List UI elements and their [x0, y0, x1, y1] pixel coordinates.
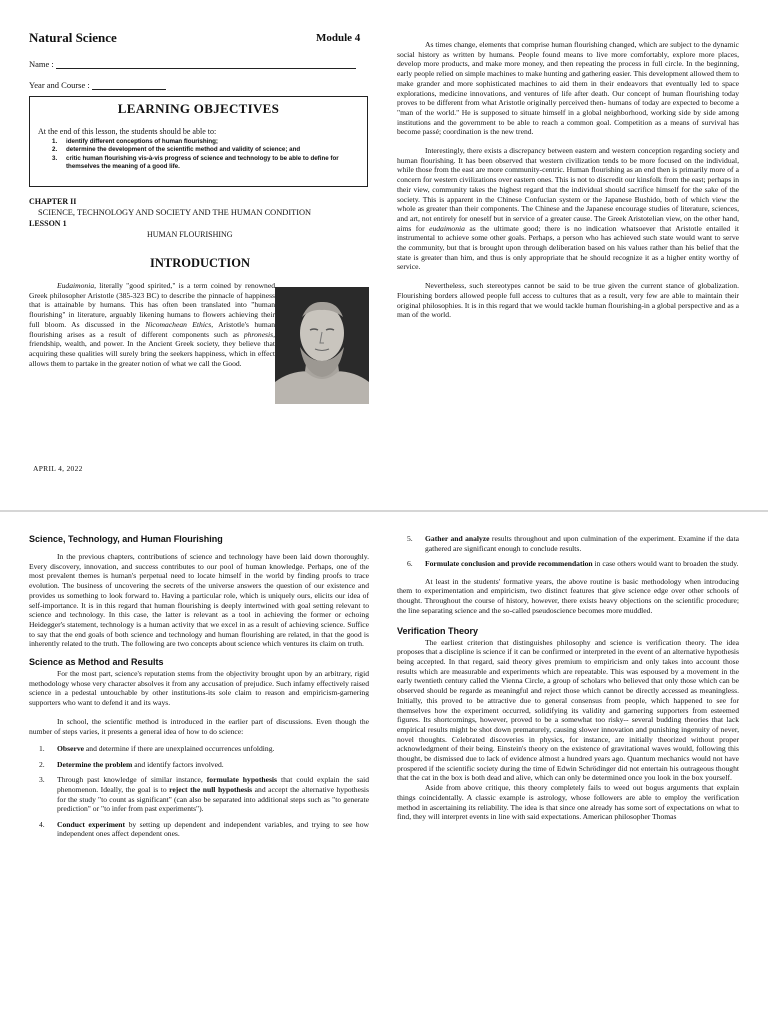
- heading-verification-theory: Verification Theory: [397, 625, 479, 636]
- introduction-paragraph: Eudaimonia, literally "good spirited," is a term coined by renowned Greek philosopher Aristotle (385-323 BC) to describe the pinnacle of happiness that is attainable by humans. This has often been translated into "human flourishing" in literature, arguably likening humans to flowers achieving their full bloom. As discussed in the Nicomachean Ethics, Aristotle's human flourishing arises as a result of different components such as phronesis, friendship, wealth, and power. In the Ancient Greek society, they believe that acquiring these qualities will surely bring the seekers happiness, which in effect allows them to partake in the greater notion of what we call the Good.: [29, 281, 275, 368]
- module-label: Module 4: [316, 32, 361, 44]
- paragraph-formative-years: At least in the students' formative years, the above routine is basic methodology when introducing them to experimentation and empiricism, two distinct features that give science edge over other schools of thought. Throughout the course of history, however, there exists heavy objections on the scientific procedure; the line separating science and the so-called pseudoscience becomes more muddled.: [397, 576, 739, 615]
- heading-science-technology-flourishing: Science, Technology, and Human Flourishing: [29, 534, 223, 544]
- objective-item: 1. identify different conceptions of human flourishing;: [52, 138, 218, 145]
- year-course-field-row: [29, 80, 166, 90]
- step-item: 6. Formulate conclusion and provide recommendation in case others would want to broaden the study.: [407, 559, 739, 569]
- step-item: 2. Determine the problem and identify factors involved.: [39, 759, 224, 769]
- objective-item: 3. critic human flourishing vis-à-vis progress of science and technology to be able to define for themselves the meaning of a good life.: [52, 154, 339, 171]
- step-item: 1. Observe and determine if there are unexplained occurrences unfolding.: [39, 744, 275, 754]
- objectives-list: [52, 138, 362, 172]
- paragraph-east-west: Interestingly, there exists a discrepancy between eastern and western conception regarding society and human flourishing. It has been observed that western civilization tends to be more focused on the individual, while those from the east are more community-centric. Human flourishing as an end then is primarily more of a concern for western civilizations over eastern ones. This is not to discredit our kinsfolk from the east; perhaps in their view, community takes the highest regard that the individual should sacrifice himself for the sake of the society. This is apparent in the Chinese Confucian system or the Japanese Bushido, both of which view the whole as greater than their components. The Chinese and the Japanese encourage studies of literature, sciences, and art, not entirely for oneself but in service of a greater cause. The Greek Aristotelian view, on the other hand, aims for eudaimonia as the ultimate good; there is no indication whatsoever that Aristotle entailed it instrumental to achieve some other goals. Perhaps, a person who has achieved such state would want to serve the community, but that is brought upon through deliberation based on his values rather than his belief that the state is greater than him, and thus is only appropriate that he should recognize it as a higher entity worthy of service.: [397, 146, 739, 272]
- paragraph-science-reputation: For the most part, science's reputation stems from the objectivity brought upon by an arbitrary, rigid methodology whose very character absolves it from any accusation of prejudice. Such infamy effectively raised science in a pedestal untouchable by other institutions-its sole claim to reason and empiricism-garnering supporters who want to defend it and its ways.: [29, 669, 369, 708]
- name-field-row: [29, 59, 356, 69]
- left-column-page2: [29, 534, 369, 845]
- document-header-title: Natural Science: [29, 30, 117, 45]
- step-item: 3. Through past knowledge of similar instance, formulate hypothesis that could explain the said phenomenon. Ideally, the goal is to reject the null hypothesis and accept the alternative hypothesis for the study "to count as significant" (can also be separated into additional steps such as "to generate prediction" or "to infer from past experiments").: [39, 775, 369, 814]
- right-column-page1: [397, 40, 739, 320]
- year-course-label: Year and Course :: [29, 80, 90, 90]
- name-label: Name :: [29, 59, 54, 69]
- date-footer: APRIL 4, 2022: [33, 464, 83, 473]
- lesson-title: HUMAN FLOURISHING: [147, 230, 233, 239]
- paragraph-previous-chapters: In the previous chapters, contributions of science and technology have been laid down thoroughly. Every discovery, innovation, and success contributes to our pool of human knowledge. Perhaps, one of the most prevalent themes is human's perpetual need to locate himself in the world by finding proofs to trace evolution. The business of uncovering the secrets of the universe answers the question of our existence and provides us something to look forward to. Having a particular role, which is uniquely ours, elicits our idea of self-importance. It is in this regard that human flourishing is deeply intertwined with goal setting relevant to science and technology. In this case, the latter is relevant as a tool in achieving the former or echoing Heidegger's statement, technology is a human activity that we excel in as a result of achieving science. Suffice to say that the end goals of both science and technology and human flourishing are related, in that the good is inherently related to the truth. The following are two concepts about science which ventures its claim on truth.: [29, 552, 369, 649]
- objectives-intro: At the end of this lesson, the students should be able to:: [38, 127, 217, 136]
- lesson-label: LESSON 1: [29, 219, 67, 228]
- year-course-input-line[interactable]: [92, 80, 166, 90]
- objective-item: 2. determine the development of the scientific method and validity of science; and: [52, 146, 301, 154]
- introduction-heading: INTRODUCTION: [149, 256, 250, 270]
- chapter-label: CHAPTER II: [29, 197, 77, 206]
- learning-objectives-box: [29, 96, 368, 187]
- name-input-line[interactable]: [56, 59, 356, 69]
- chapter-title: SCIENCE, TECHNOLOGY AND SOCIETY AND THE HUMAN CONDITION: [38, 208, 312, 217]
- step-item: 4. Conduct experiment by setting up dependent and independent variables, and trying to see how independent ones affect dependent ones.: [39, 819, 369, 839]
- scientific-method-steps-continued: [397, 534, 739, 569]
- scientific-method-steps: [29, 744, 369, 839]
- paragraph-globalization: Nevertheless, such stereotypes cannot be said to be true given the current stance of globalization. Flourishing borders allowed people full access to cultures that as a result, very few are able to maintain their original philosophies. It is in this regard that we would tackle human flourishing-in a global perspective and as a man of the world.: [397, 281, 739, 320]
- introduction-text: [29, 281, 369, 403]
- paragraph-changing-times: As times change, elements that comprise human flourishing changed, which are subject to the dynamic social history as written by humans. People found means to live more comfortably, explore more places, develop more products, and make more money, and then repeating the process in full circle. In the beginning, early people relied on simple machines to make hunting and gathering easier. This development allowed them to make grander and more sophisticated machines to aid them in their endeavors that eventually led to space explorations, medicine innovations, and ventures of life after death. Our concept of human flourishing today proves to be different from what Aristotle originally perceived then- humans of today are expected to become a "man of the world." He is supposed to situate himself in a global neighborhood, working side by side among institutions and the government to be able to reach a common goal. Competition as a means of survival has become passé; coordination is the new trend.: [397, 40, 739, 137]
- paragraph-verification-theory: The earliest criterion that distinguishes philosophy and science is verification theory. The idea proposes that a discipline is science if it can be confirmed or interpreted in the event of an alternative hypothesis being accepted. In that regard, said theory gives premium to empiricism and only takes into account those results which are measurable and experiments which are repeatable. This was espoused by a movement in the early twentieth century called the Vienna Circle, a group of scholars who believed that only those which can be observed should be regarde as meaningful and reject those which cannot be directly accessed as meaningless. Initially, this proved to be attractive due to general consensus from people, which happened to see for themselves how the experiment occurred, solidifying its validity and garnering supporters from esteemed figures. Its shortcomings, however, proved to be a somewhat too risky-- several budding theories that lack empirical results might be shot down prematurely, causing slower innovation and punishing ingenuity of never, novel thoughts. Celebrated discoveries in physics, for instance, are initially theorized without proper acknowledgment of their being. Einstein's theory on the existence of gravitational waves would, following this thought, be dismissed due to lack of evidence almost a hundred years ago. Quantum mechanics would not have prospered if the scientific society during the time of Edwin Schrödinger did not entertain his outrageous thought that the cat in the box is both dead and alive, which can only be determined once you look in the box yourself.: [397, 637, 739, 783]
- learning-objectives-title: LEARNING OBJECTIVES: [117, 101, 280, 116]
- step-item: 5. Gather and analyze results throughout and upon culmination of the experiment. Examine if the data gathered are significant enough to conclude results.: [407, 534, 739, 553]
- right-column-page2: [397, 534, 739, 822]
- heading-science-method-results: Science as Method and Results: [29, 657, 164, 668]
- page-2: [0, 512, 768, 1024]
- paragraph-scientific-method-intro: In school, the scientific method is introduced in the earlier part of discussions. Even though the number of steps varies, it presents a general idea of how to do science:: [29, 716, 369, 736]
- paragraph-astrology-critique: Aside from above critique, this theory completely fails to weed out bogus arguments that explain things coincidentally. A classic example is astrology, whose followers are able to employ the verification method in ascertaining its reliability. The idea is that since one already has some sort of expectations on what to find, they will interpret events in line with said expectations. American philosopher Thomas: [397, 783, 739, 822]
